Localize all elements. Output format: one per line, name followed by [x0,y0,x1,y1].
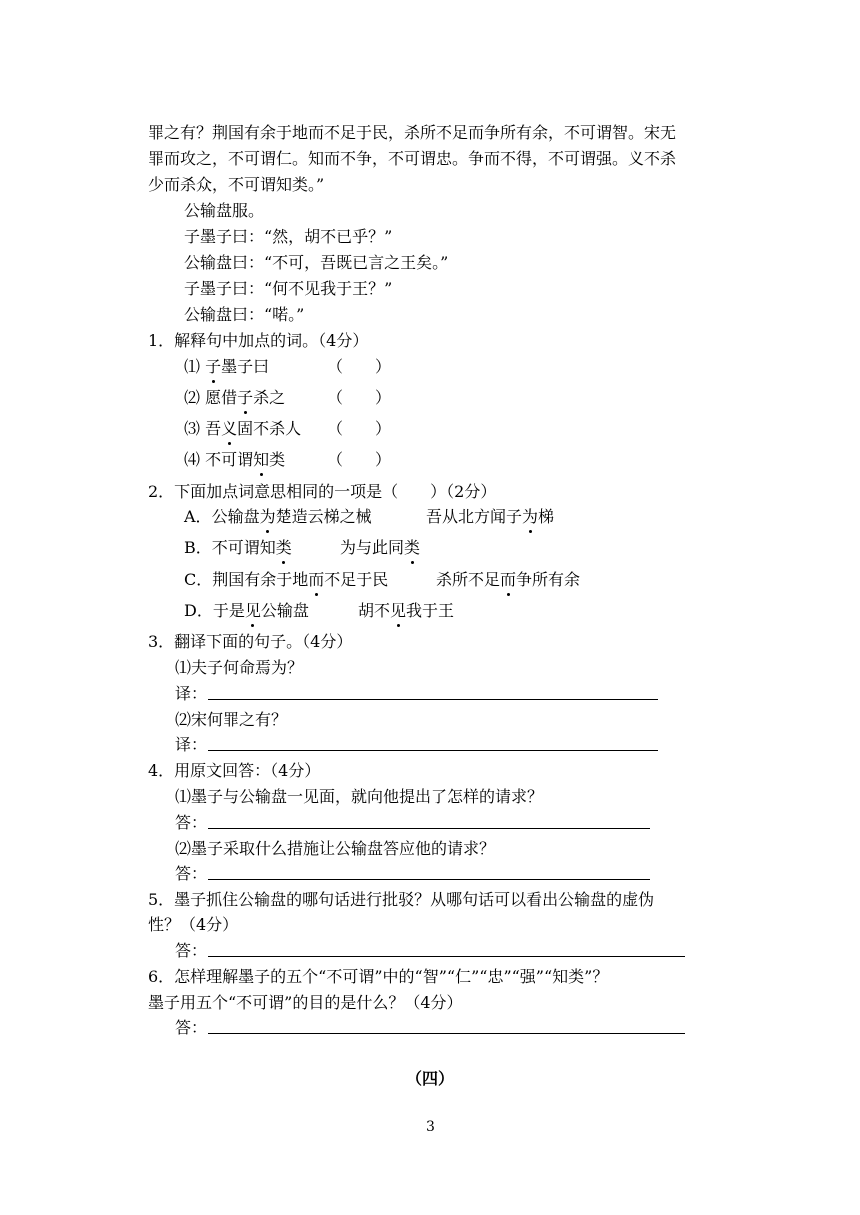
answer-label: 答： [175,864,208,883]
dialogue-line: 公输盘曰：“喏。” [184,305,305,324]
q3-sentence-1: ⑴夫子何命焉为？ [175,658,304,677]
q1-item: ⑵ 愿借子杀之 [184,388,286,407]
answer-blank[interactable] [208,1033,685,1034]
dialogue-line: 公输盘曰：“不可，吾既已言之王矣。” [184,253,449,272]
q2-option-a: A．公输盘为楚造云梯之械 [184,507,372,526]
answer-label: 答： [175,813,208,832]
question-4-title: 4．用原文回答：（4分） [148,761,321,780]
question-2-title: 2．下面加点词意思相同的一项是（ ）（2分） [148,482,497,501]
question-3-title: 3．翻译下面的句子。（4分） [148,632,353,651]
question-5-line-2: 性？（4分） [148,915,239,934]
q2-option-a-b: 吾从北方闻子为梯 [426,507,555,526]
answer-blank[interactable] [208,956,685,957]
q2-option-c-b: 杀所不足而争所有余 [436,570,581,589]
q1-item: ⑷ 不可谓知类 [184,450,286,469]
answer-blank[interactable] [208,750,658,751]
dialogue-line: 子墨子曰：“然，胡不已乎？” [184,227,393,246]
dotted-word: 子 [237,388,254,407]
q2-option-b-b: 为与此同类 [340,538,421,557]
answer-label: 答： [175,1018,208,1037]
item-number: ⑷ [184,450,201,469]
answer-blank[interactable] [208,699,658,700]
answer-blank[interactable] [208,828,650,829]
question-1-title: 1．解释句中加点的词。（4分） [148,331,369,350]
q4-sentence-2: ⑵墨子采取什么措施让公输盘答应他的请求？ [175,839,496,858]
passage-line: 罪而攻之，不可谓仁。知而不争，不可谓忠。争而不得，不可谓强。义不杀 [148,149,677,168]
answer-paren: （ ） [327,357,392,376]
passage-line: 少而杀众，不可谓知类。” [148,175,325,194]
section-heading: （四） [406,1069,455,1088]
answer-paren: （ ） [327,450,392,469]
q4-sentence-1: ⑴墨子与公输盘一见面，就向他提出了怎样的请求？ [175,787,544,806]
question-6-line-1: 6．怎样理解墨子的五个“不可谓”中的“智”“仁”“忠”“强”“知类”？ [148,967,609,986]
q2-option-d: D．于是见公输盘 [184,601,309,620]
q1-item: ⑴ 子墨子曰 [184,357,270,376]
item-number: ⑵ [184,388,201,407]
q2-option-c: C．荆国有余于地而不足于民 [184,570,389,589]
passage-line: 罪之有？荆国有余于地而不足于民，杀所不足而争所有余，不可谓智。宋无 [148,123,677,142]
dotted-word: 子 [205,357,222,376]
answer-label: 答： [175,941,208,960]
item-number: ⑶ [184,419,201,438]
dotted-word: 知 [253,450,270,469]
answer-paren: （ ） [327,388,392,407]
q2-option-d-b: 胡不见我于王 [358,601,455,620]
translate-label: 译： [175,735,208,754]
question-6-line-2: 墨子用五个“不可谓”的目的是什么？（4分） [148,993,463,1012]
q3-sentence-2: ⑵宋何罪之有？ [175,710,288,729]
answer-paren: （ ） [327,419,392,438]
dialogue-line: 子墨子曰：“何不见我于王？” [184,279,393,298]
dialogue-line: 公输盘服。 [184,201,265,220]
q2-option-b: B．不可谓知类 [184,538,292,557]
translate-label: 译： [175,684,208,703]
item-number: ⑴ [184,357,201,376]
answer-blank[interactable] [208,879,650,880]
question-5-line-1: 5．墨子抓住公输盘的哪句话进行批驳？从哪句话可以看出公输盘的虚伪 [148,890,655,909]
q1-item: ⑶ 吾义固不杀人 [184,419,302,438]
page-number: 3 [426,1119,435,1135]
dotted-word: 义 [221,419,238,438]
